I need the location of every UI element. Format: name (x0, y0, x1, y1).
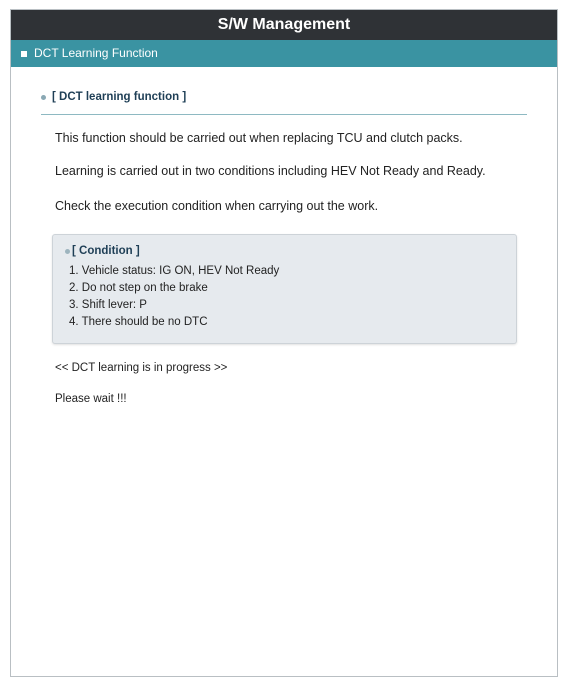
condition-item: 4. There should be no DTC (69, 316, 208, 328)
condition-box (52, 234, 517, 344)
condition-title: [ Condition ] (72, 245, 140, 257)
progress-status: << DCT learning is in progress >> (55, 362, 228, 374)
description-paragraph: This function should be carried out when replacing TCU and clutch packs. (55, 131, 463, 145)
function-heading (41, 91, 527, 115)
condition-item: 1. Vehicle status: IG ON, HEV Not Ready (69, 265, 280, 277)
description-paragraph: Learning is carried out in two conditions including HEV Not Ready and Ready. (55, 164, 486, 178)
condition-heading (65, 245, 504, 257)
description-paragraph: Check the execution condition when carrying out the work. (55, 199, 379, 213)
condition-item: 2. Do not step on the brake (69, 282, 208, 294)
bullet-dot-icon (65, 249, 70, 254)
app-window (10, 9, 558, 677)
bullet-dot-icon (41, 95, 46, 100)
wait-message: Please wait !!! (55, 393, 127, 405)
section-header (11, 40, 557, 67)
content-area (11, 91, 557, 408)
section-title: DCT Learning Function (34, 46, 158, 60)
square-bullet-icon (21, 51, 27, 57)
heading-text: [ DCT learning function ] (52, 91, 187, 103)
condition-item: 3. Shift lever: P (69, 299, 147, 311)
window-title: S/W Management (11, 10, 557, 40)
